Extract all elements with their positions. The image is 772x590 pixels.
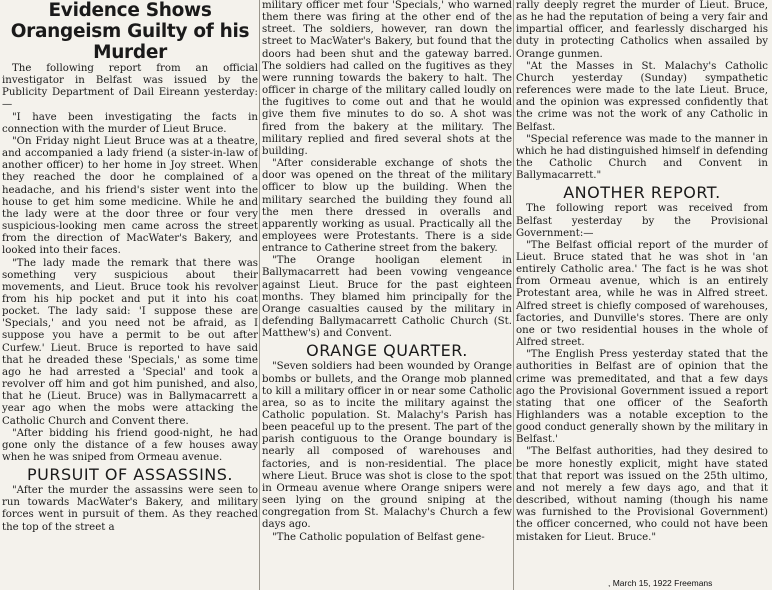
paragraph: "Special reference was made to the manner in which he had distinguished himself in defending the Catholic Church and Convent in Ballymacarrett." [516,133,768,182]
column-divider [513,0,514,590]
paragraph: "I have been investigating the facts in connection with the murder of Lieut Bruce. [2,111,258,135]
paragraph: "The Belfast authorities, had they desired to be more honestly explicit, might have stated that that report was issued on the 25th ultimo, and not merely a few days ago, and that it described, without naming (though his name was furnished to the Provisional Government) the officer concerned, who could not have been mistaken for Lieut. Bruce." [516,446,768,543]
paragraph: The following report was received from Belfast yesterday by the Provisional Government:— [516,203,768,239]
column-3 [516,0,768,590]
paragraph: "On Friday night Lieut Bruce was at a theatre, and accompanied a lady friend (a sister-in-law of another officer) to her home in Joy street. When they reached the door he complained of a headache, and his friend's sister went into the house to get him some medicine. While he and the lady were at the door three or four very suspicious-looking men came across the street from the direction of MacWater's Bakery, and looked into their faces. [2,135,258,257]
paragraph: "The Orange hooligan element in Ballymacarrett had been vowing vengeance against Lieut. Bruce for the past eighteen months. They blamed him principally for the Orange casualties caused by the military in defending Ballymacarrett Catholic Church (St. Matthew's) and Convent. [262,255,512,340]
paragraph: "The Catholic population of Belfast gene- [272,531,485,543]
column-2 [262,0,512,590]
paragraph: "After bidding his friend good-night, he had gone only the distance of a few houses away when he was sniped from Ormeau avenue. [2,427,258,463]
paragraph: "The English Press yesterday stated that the authorities in Belfast are of opinion that the crime was premeditated, and that a few days ago the Provisional Government issued a report stating that one officer of the Seaforth Highlanders was a notable exception to the good conduct generally shown by the military in Belfast.' [516,349,768,446]
paragraph: "At the Masses in St. Malachy's Catholic Church yesterday (Sunday) sympathetic references were made to the late Lieut. Bruce, and the opinion was expressed confidently that the crime was not the work of any Catholic in Belfast. [516,60,768,133]
source-caption: , March 15, 1922 Freemans [608,578,713,588]
paragraph: "Seven soldiers had been wounded by Orange bombs or bullets, and the Orange mob planned to kill a military officer in or near some Catholic area, so as to incite the military against the Catholic population. St. Malachy's Parish has been peaceful up to the present. The part of the parish contiguous to the Orange boundary is nearly all composed of warehouses and factories, and is non-residential. The place where Lieut. Bruce was shot is close to the spot in Ormeau avenue where Orange snipers were seen lying on the ground sniping at the congregation from St. Malachy's Church a few days ago. [262,361,512,531]
paragraph: "After the murder the assassins were seen to run towards MacWater's Bakery, and military forces went in pursuit of them. As they reached the top of the street a [2,485,258,533]
paragraph: military officer met four 'Specials,' who warned them there was firing at the other end of the street. The soldiers, however, ran down the street to MacWater's Bakery, but found that the doors had been shut and the gateway barred. The soldiers had called on the fugitives as they were running towards the bakery to halt. The officer in charge of the military called loudly on the fugitives to come out and that he would give them five minutes to do so. A shot was fired from the bakery at the military. The military replied and fired several shots at the building. [262,0,512,157]
paragraph: "After considerable exchange of shots the door was opened on the threat of the military officer to blow up the building. When the military searched the building they found all the men there dressed in overalls and apparently working as usual. Practically all the employees were Protestants. There is a side entrance to Catherine street from the bakery. [262,158,512,255]
paragraph: "The lady made the remark that there was something very suspicious about their movements, and Lieut. Bruce took his revolver from his hip pocket and put it into his coat pocket. The lady said: 'I suppose these are 'Specials,' and you need not be afraid, as I suppose you have a permit to be out after Curfew.' Lieut. Bruce is reported to have said that he dreaded these 'Specials,' as some time ago he had arrested a 'Special' and took a revolver off him and got him punished, and also, that he (Lieut. Bruce) was in Ballymacarrett a year ago when the mobs were attacking the Catholic Church and Convent there. [2,257,258,427]
subheading-orange-quarter: ORANGE QUARTER. [306,341,468,361]
paragraph: rally deeply regret the murder of Lieut. Bruce, as he had the reputation of being a very fair and impartial officer, and fearlessly discharged his duty in protecting Catholics when assailed by Orange gunmen. [516,0,768,60]
subheading-pursuit: PURSUIT OF ASSASSINS. [26,465,234,485]
paragraph: "The Belfast official report of the murder of Lieut. Bruce stated that he was shot in 'an entirely Catholic area.' The fact is he was shot from Ormeau avenue, which is an entirely Protestant area, while he was in Alfred street. Alfred street is chiefly composed of warehouses, factories, and Dunville's stores. There are only one or two residential houses in the whole of Alfred street. [516,239,768,349]
column-1 [2,0,258,590]
headline: Evidence Shows Orangeism Guilty of his Murder [10,0,250,63]
subheading-another-report: ANOTHER REPORT. [563,183,721,203]
paragraph: The following report from an official investigator in Belfast was issued by the Publicity Department of Dail Eireann yesterday:— [2,63,258,111]
column-divider [259,0,260,590]
